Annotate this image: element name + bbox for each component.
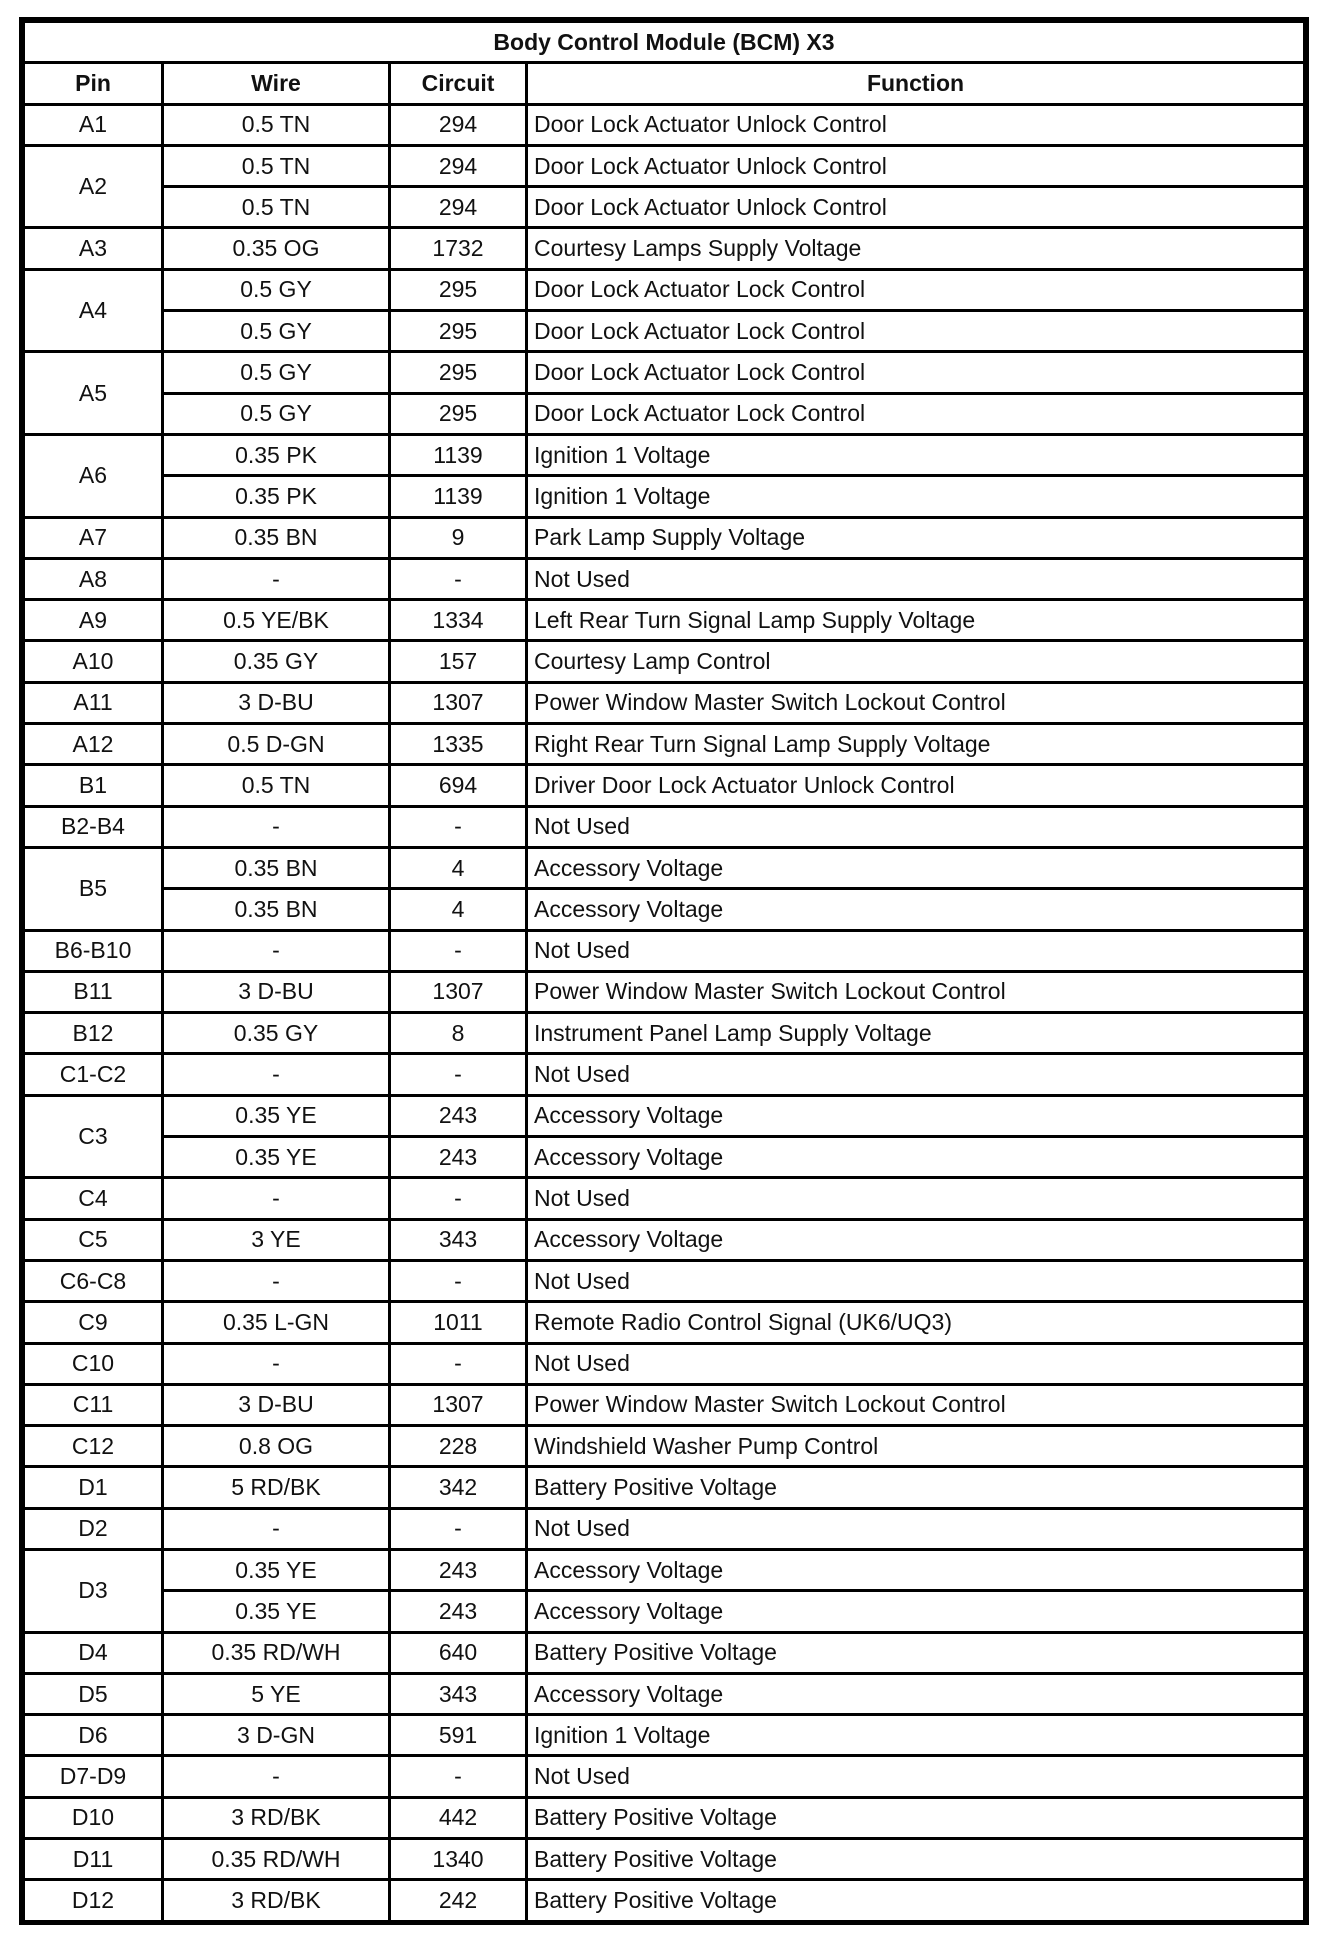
wire-cell: 3 D-BU <box>163 682 390 723</box>
pin-cell: C11 <box>24 1384 163 1425</box>
wire-cell: 0.5 TN <box>163 145 390 186</box>
wire-cell: 0.5 GY <box>163 352 390 393</box>
wire-cell: 0.8 OG <box>163 1426 390 1467</box>
wire-cell: 5 YE <box>163 1673 390 1714</box>
function-cell: Courtesy Lamp Control <box>527 641 1305 682</box>
function-cell: Door Lock Actuator Lock Control <box>527 269 1305 310</box>
function-cell: Door Lock Actuator Lock Control <box>527 311 1305 352</box>
table-row <box>24 1880 1305 1921</box>
function-cell: Driver Door Lock Actuator Unlock Control <box>527 765 1305 806</box>
circuit-cell: 157 <box>390 641 527 682</box>
circuit-cell: - <box>390 806 527 847</box>
function-cell: Not Used <box>527 1343 1305 1384</box>
wire-cell: 3 D-GN <box>163 1715 390 1756</box>
pin-cell: C1-C2 <box>24 1054 163 1095</box>
wire-cell: 0.35 GY <box>163 1013 390 1054</box>
function-cell: Accessory Voltage <box>527 1591 1305 1632</box>
table-row <box>24 1467 1305 1508</box>
wire-cell: 0.5 TN <box>163 104 390 145</box>
wire-cell: 0.5 GY <box>163 393 390 434</box>
table-row <box>24 1095 1305 1136</box>
wire-cell: 0.5 GY <box>163 311 390 352</box>
function-cell: Battery Positive Voltage <box>527 1797 1305 1838</box>
table-row <box>24 765 1305 806</box>
wire-cell: 3 RD/BK <box>163 1797 390 1838</box>
function-cell: Door Lock Actuator Unlock Control <box>527 187 1305 228</box>
function-cell: Power Window Master Switch Lockout Control <box>527 682 1305 723</box>
table-row <box>24 393 1305 434</box>
pin-cell: D11 <box>24 1839 163 1880</box>
function-cell: Right Rear Turn Signal Lamp Supply Voltage <box>527 724 1305 765</box>
table-row <box>24 352 1305 393</box>
circuit-cell: 243 <box>390 1591 527 1632</box>
pin-cell: D5 <box>24 1673 163 1714</box>
table-row <box>24 1839 1305 1880</box>
circuit-cell: 8 <box>390 1013 527 1054</box>
circuit-cell: 242 <box>390 1880 527 1921</box>
wire-cell: 0.35 RD/WH <box>163 1632 390 1673</box>
table-row <box>24 847 1305 888</box>
pin-cell: C4 <box>24 1178 163 1219</box>
circuit-cell: - <box>390 1054 527 1095</box>
function-cell: Remote Radio Control Signal (UK6/UQ3) <box>527 1302 1305 1343</box>
function-cell: Not Used <box>527 1508 1305 1549</box>
circuit-cell: 294 <box>390 104 527 145</box>
circuit-cell: - <box>390 1508 527 1549</box>
pin-cell: A1 <box>24 104 163 145</box>
wire-cell: 0.35 GY <box>163 641 390 682</box>
circuit-cell: - <box>390 558 527 599</box>
function-cell: Windshield Washer Pump Control <box>527 1426 1305 1467</box>
pin-cell: B6-B10 <box>24 930 163 971</box>
table-row <box>24 517 1305 558</box>
function-cell: Instrument Panel Lamp Supply Voltage <box>527 1013 1305 1054</box>
wire-cell: 0.35 OG <box>163 228 390 269</box>
wire-cell: - <box>163 558 390 599</box>
circuit-cell: 1340 <box>390 1839 527 1880</box>
circuit-cell: 342 <box>390 1467 527 1508</box>
wire-cell: 0.35 BN <box>163 889 390 930</box>
pin-cell: D4 <box>24 1632 163 1673</box>
table-row <box>24 682 1305 723</box>
pin-cell: A9 <box>24 600 163 641</box>
circuit-cell: 243 <box>390 1095 527 1136</box>
function-cell: Power Window Master Switch Lockout Control <box>527 1384 1305 1425</box>
pin-cell: D10 <box>24 1797 163 1838</box>
table-row <box>24 1260 1305 1301</box>
table-row <box>24 1013 1305 1054</box>
pin-cell: C9 <box>24 1302 163 1343</box>
circuit-cell: 295 <box>390 311 527 352</box>
pin-cell: C6-C8 <box>24 1260 163 1301</box>
circuit-cell: 4 <box>390 847 527 888</box>
function-cell: Not Used <box>527 930 1305 971</box>
function-cell: Battery Positive Voltage <box>527 1632 1305 1673</box>
connector-pinout-table <box>22 20 1306 1923</box>
circuit-cell: 1335 <box>390 724 527 765</box>
pin-cell: A6 <box>24 434 163 517</box>
table-row <box>24 1797 1305 1838</box>
function-cell: Not Used <box>527 1756 1305 1797</box>
circuit-cell: 294 <box>390 187 527 228</box>
circuit-cell: 1732 <box>390 228 527 269</box>
function-cell: Not Used <box>527 806 1305 847</box>
pin-cell: B2-B4 <box>24 806 163 847</box>
function-cell: Courtesy Lamps Supply Voltage <box>527 228 1305 269</box>
function-cell: Door Lock Actuator Unlock Control <box>527 145 1305 186</box>
table-row <box>24 228 1305 269</box>
wire-cell: 0.35 YE <box>163 1095 390 1136</box>
table-row <box>24 1756 1305 1797</box>
table-body <box>24 104 1305 1921</box>
wire-cell: 5 RD/BK <box>163 1467 390 1508</box>
table-row <box>24 476 1305 517</box>
table-row <box>24 889 1305 930</box>
table-row <box>24 1219 1305 1260</box>
pin-cell: D1 <box>24 1467 163 1508</box>
circuit-cell: - <box>390 1756 527 1797</box>
table-row <box>24 1549 1305 1590</box>
pin-cell: A12 <box>24 724 163 765</box>
pin-cell: B1 <box>24 765 163 806</box>
function-cell: Ignition 1 Voltage <box>527 1715 1305 1756</box>
wire-cell: 3 YE <box>163 1219 390 1260</box>
table-row <box>24 641 1305 682</box>
table-row <box>24 1508 1305 1549</box>
circuit-cell: 1011 <box>390 1302 527 1343</box>
pin-cell: C5 <box>24 1219 163 1260</box>
pin-cell: A8 <box>24 558 163 599</box>
circuit-cell: 294 <box>390 145 527 186</box>
wire-cell: 0.5 YE/BK <box>163 600 390 641</box>
circuit-cell: 243 <box>390 1137 527 1178</box>
function-cell: Accessory Voltage <box>527 1219 1305 1260</box>
pin-cell: D3 <box>24 1549 163 1632</box>
wire-cell: 0.35 YE <box>163 1137 390 1178</box>
table-row <box>24 269 1305 310</box>
table-row <box>24 1343 1305 1384</box>
pin-cell: B5 <box>24 847 163 930</box>
wire-cell: - <box>163 1260 390 1301</box>
table-row <box>24 1715 1305 1756</box>
circuit-cell: 1307 <box>390 1384 527 1425</box>
table-row <box>24 1426 1305 1467</box>
pin-cell: D6 <box>24 1715 163 1756</box>
pin-cell: D2 <box>24 1508 163 1549</box>
function-cell: Park Lamp Supply Voltage <box>527 517 1305 558</box>
circuit-cell: 343 <box>390 1673 527 1714</box>
pin-cell: C12 <box>24 1426 163 1467</box>
circuit-cell: 243 <box>390 1549 527 1590</box>
circuit-cell: - <box>390 1260 527 1301</box>
circuit-cell: 343 <box>390 1219 527 1260</box>
circuit-cell: 442 <box>390 1797 527 1838</box>
wire-cell: - <box>163 930 390 971</box>
column-header-pin: Pin <box>24 63 163 104</box>
function-cell: Power Window Master Switch Lockout Control <box>527 971 1305 1012</box>
circuit-cell: 1334 <box>390 600 527 641</box>
circuit-cell: - <box>390 930 527 971</box>
wire-cell: 0.5 GY <box>163 269 390 310</box>
circuit-cell: 640 <box>390 1632 527 1673</box>
table-row <box>24 1384 1305 1425</box>
table-row <box>24 1137 1305 1178</box>
wire-cell: 0.35 PK <box>163 476 390 517</box>
pin-cell: B11 <box>24 971 163 1012</box>
circuit-cell: - <box>390 1178 527 1219</box>
pin-cell: A7 <box>24 517 163 558</box>
wire-cell: 0.35 RD/WH <box>163 1839 390 1880</box>
wire-cell: 0.5 TN <box>163 765 390 806</box>
wire-cell: 3 D-BU <box>163 1384 390 1425</box>
function-cell: Door Lock Actuator Lock Control <box>527 393 1305 434</box>
pin-cell: C3 <box>24 1095 163 1178</box>
table-row <box>24 1673 1305 1714</box>
circuit-cell: 1307 <box>390 682 527 723</box>
table-row <box>24 1302 1305 1343</box>
function-cell: Ignition 1 Voltage <box>527 476 1305 517</box>
pin-cell: A2 <box>24 145 163 228</box>
connector-table-container <box>19 17 1309 1925</box>
function-cell: Accessory Voltage <box>527 1549 1305 1590</box>
wire-cell: - <box>163 1756 390 1797</box>
column-header-wire: Wire <box>163 63 390 104</box>
pin-cell: B12 <box>24 1013 163 1054</box>
circuit-cell: 1139 <box>390 476 527 517</box>
table-row <box>24 724 1305 765</box>
table-row <box>24 145 1305 186</box>
table-row <box>24 434 1305 475</box>
table-row <box>24 187 1305 228</box>
pin-cell: A11 <box>24 682 163 723</box>
pin-cell: A3 <box>24 228 163 269</box>
wire-cell: 0.35 YE <box>163 1549 390 1590</box>
wire-cell: - <box>163 1343 390 1384</box>
function-cell: Not Used <box>527 1260 1305 1301</box>
function-cell: Accessory Voltage <box>527 847 1305 888</box>
circuit-cell: 9 <box>390 517 527 558</box>
pin-cell: D12 <box>24 1880 163 1921</box>
function-cell: Battery Positive Voltage <box>527 1839 1305 1880</box>
table-row <box>24 971 1305 1012</box>
circuit-cell: 591 <box>390 1715 527 1756</box>
function-cell: Door Lock Actuator Unlock Control <box>527 104 1305 145</box>
pin-cell: A5 <box>24 352 163 435</box>
table-row <box>24 104 1305 145</box>
pin-cell: D7-D9 <box>24 1756 163 1797</box>
function-cell: Door Lock Actuator Lock Control <box>527 352 1305 393</box>
function-cell: Accessory Voltage <box>527 1095 1305 1136</box>
wire-cell: 0.35 BN <box>163 517 390 558</box>
circuit-cell: - <box>390 1343 527 1384</box>
table-row <box>24 311 1305 352</box>
wire-cell: - <box>163 1178 390 1219</box>
function-cell: Not Used <box>527 558 1305 599</box>
circuit-cell: 1307 <box>390 971 527 1012</box>
table-row <box>24 930 1305 971</box>
wire-cell: - <box>163 806 390 847</box>
table-title: Body Control Module (BCM) X3 <box>24 22 1305 63</box>
table-row <box>24 558 1305 599</box>
wire-cell: 0.35 YE <box>163 1591 390 1632</box>
wire-cell: 0.35 BN <box>163 847 390 888</box>
function-cell: Not Used <box>527 1178 1305 1219</box>
table-row <box>24 806 1305 847</box>
pin-cell: A10 <box>24 641 163 682</box>
circuit-cell: 228 <box>390 1426 527 1467</box>
circuit-cell: 4 <box>390 889 527 930</box>
table-row <box>24 1632 1305 1673</box>
circuit-cell: 295 <box>390 352 527 393</box>
wire-cell: 0.5 TN <box>163 187 390 228</box>
wire-cell: 3 RD/BK <box>163 1880 390 1921</box>
function-cell: Accessory Voltage <box>527 1673 1305 1714</box>
pin-cell: A4 <box>24 269 163 352</box>
column-header-circuit: Circuit <box>390 63 527 104</box>
function-cell: Left Rear Turn Signal Lamp Supply Voltage <box>527 600 1305 641</box>
function-cell: Ignition 1 Voltage <box>527 434 1305 475</box>
wire-cell: 0.5 D-GN <box>163 724 390 765</box>
circuit-cell: 295 <box>390 393 527 434</box>
table-row <box>24 600 1305 641</box>
function-cell: Accessory Voltage <box>527 889 1305 930</box>
function-cell: Battery Positive Voltage <box>527 1467 1305 1508</box>
wire-cell: - <box>163 1508 390 1549</box>
table-row <box>24 1178 1305 1219</box>
pin-cell: C10 <box>24 1343 163 1384</box>
wire-cell: 0.35 L-GN <box>163 1302 390 1343</box>
wire-cell: 3 D-BU <box>163 971 390 1012</box>
circuit-cell: 694 <box>390 765 527 806</box>
wire-cell: 0.35 PK <box>163 434 390 475</box>
circuit-cell: 1139 <box>390 434 527 475</box>
table-row <box>24 1054 1305 1095</box>
circuit-cell: 295 <box>390 269 527 310</box>
wire-cell: - <box>163 1054 390 1095</box>
function-cell: Accessory Voltage <box>527 1137 1305 1178</box>
function-cell: Not Used <box>527 1054 1305 1095</box>
table-row <box>24 1591 1305 1632</box>
column-header-function: Function <box>527 63 1305 104</box>
function-cell: Battery Positive Voltage <box>527 1880 1305 1921</box>
